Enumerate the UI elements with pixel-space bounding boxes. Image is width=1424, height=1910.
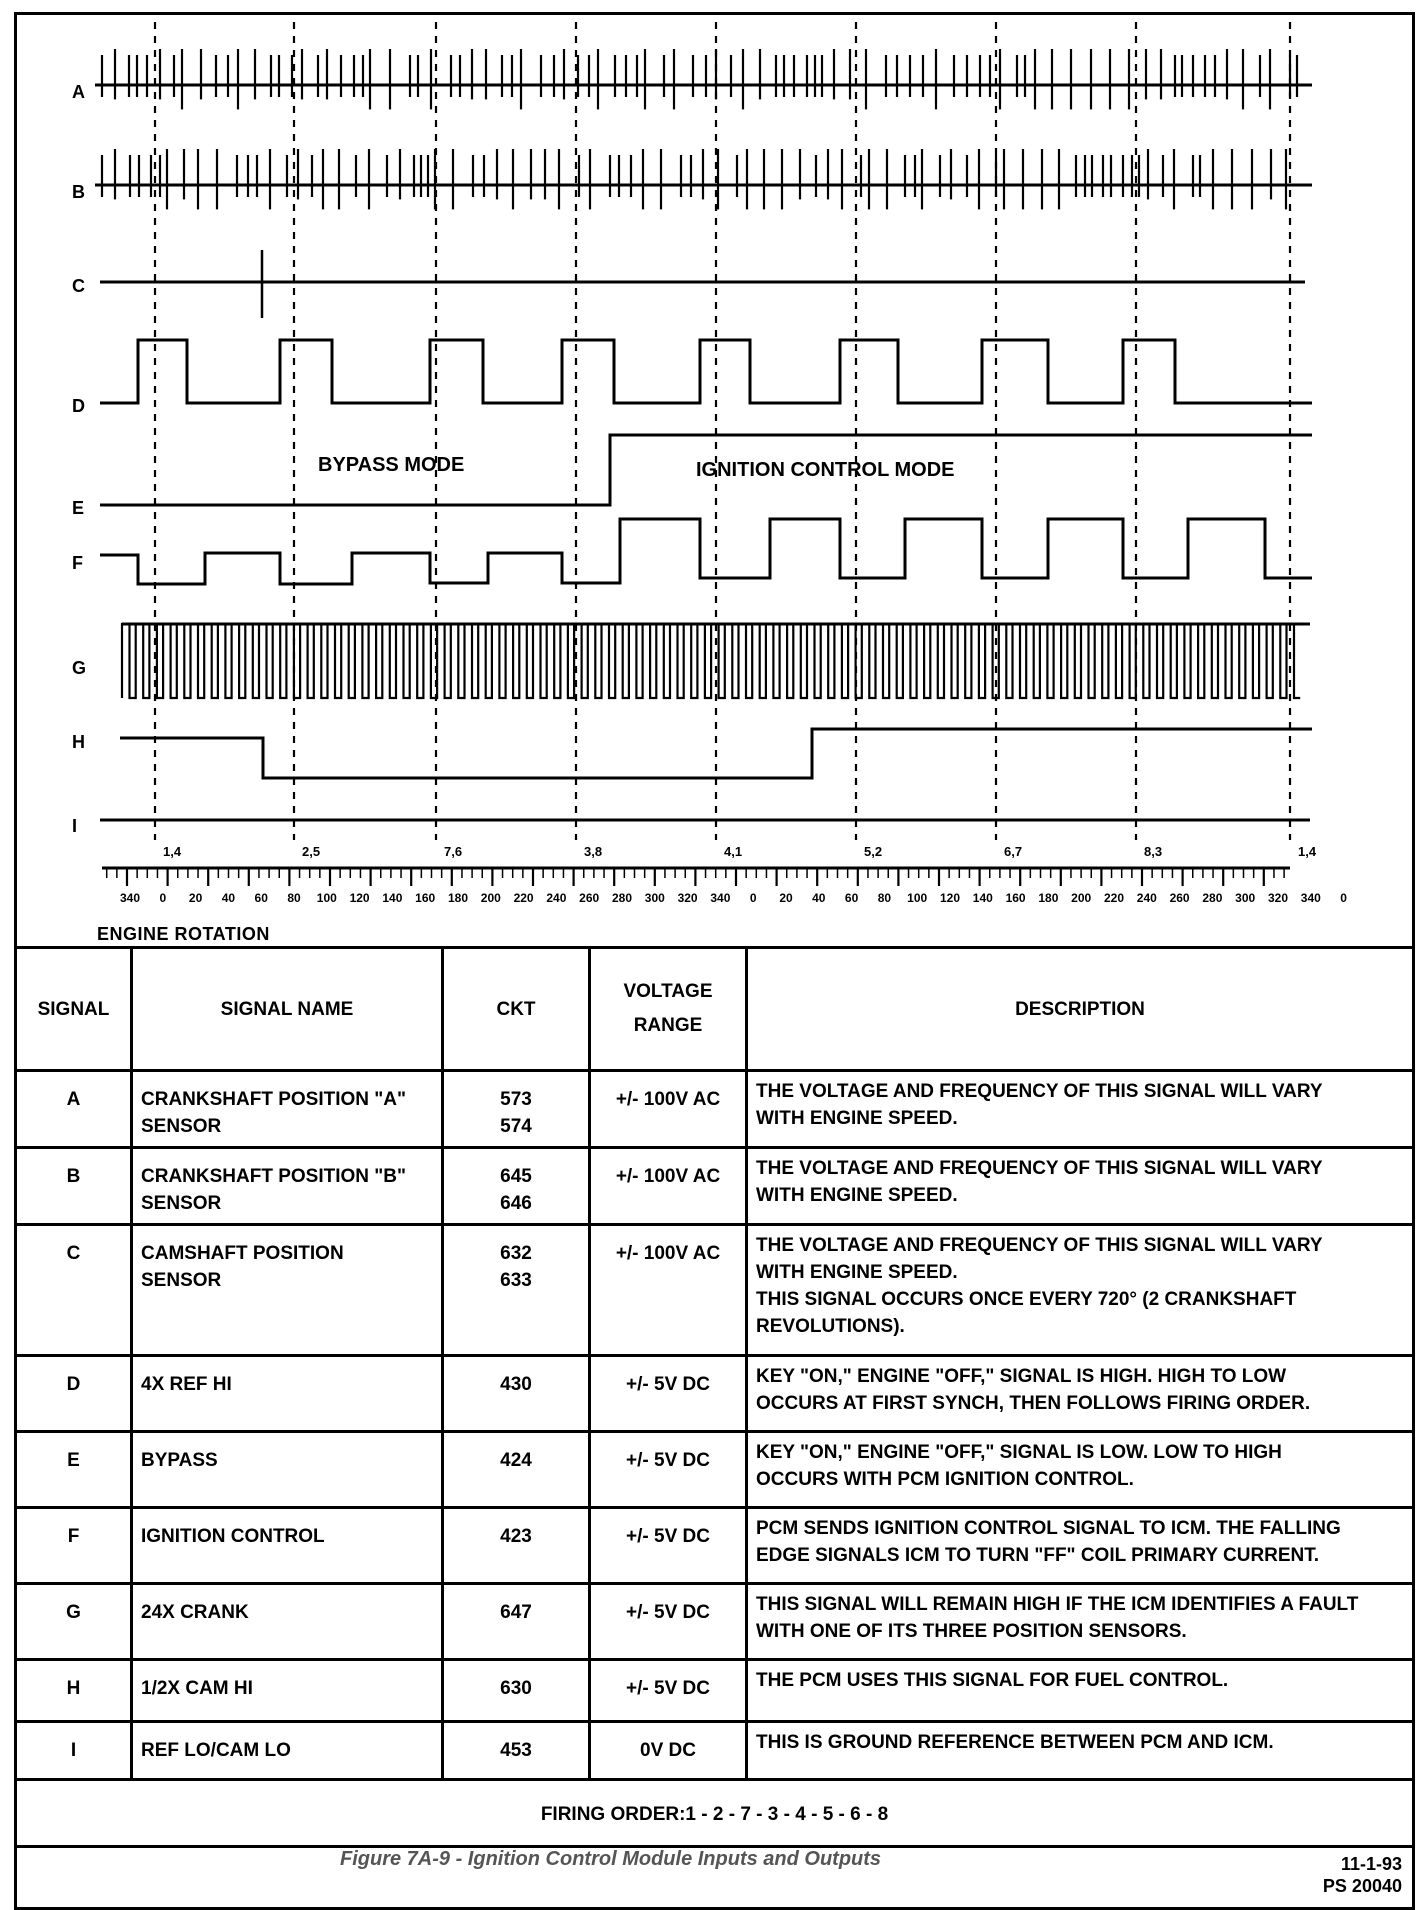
ruler-label: 280	[611, 891, 633, 905]
signal-cell: G	[16, 1584, 132, 1660]
signal-name-cell	[132, 1660, 443, 1722]
signal-name-cell	[132, 1722, 443, 1780]
date-code: 11-1-93	[1340, 1854, 1402, 1874]
signal-name-line: REF LO/CAM LO	[141, 1740, 291, 1761]
description-line: THIS SIGNAL WILL REMAIN HIGH IF THE ICM IDENTIFIES A FAULT	[756, 1594, 1359, 1615]
signal-name-line: CRANKSHAFT POSITION "B"	[141, 1166, 407, 1187]
ckt-cell	[443, 1225, 590, 1356]
signal-name-cell	[132, 1071, 443, 1148]
ruler-label: 0	[159, 891, 167, 905]
ruler-label: 220	[513, 891, 534, 905]
ckt-line: 574	[500, 1116, 532, 1137]
signal-letter: I	[72, 816, 78, 836]
signal-name-line: CAMSHAFT POSITION	[141, 1243, 344, 1264]
signal-letter: A	[72, 82, 85, 102]
signal-letter: H	[72, 732, 85, 752]
signal-f-wave	[100, 519, 1312, 584]
signal-name-line: 24X CRANK	[141, 1602, 249, 1623]
signal-cell: I	[16, 1722, 132, 1780]
ruler-label: 340	[119, 891, 141, 905]
header-description: DESCRIPTION	[747, 948, 1414, 1071]
header-voltage-range: VOLTAGE RANGE	[590, 948, 747, 1071]
signal-name-line: IGNITION CONTROL	[141, 1526, 325, 1547]
description-cell	[747, 1584, 1414, 1660]
signal-g-wave	[122, 624, 1300, 698]
signal-cell: C	[16, 1225, 132, 1356]
engine-rotation-label: ENGINE ROTATION	[97, 924, 270, 944]
description-cell	[747, 1660, 1414, 1722]
table-row	[16, 1356, 1414, 1432]
signal-table	[14, 946, 1415, 1910]
signal-name-cell	[132, 1356, 443, 1432]
table-row	[16, 1508, 1414, 1584]
header-signal-name: SIGNAL NAME	[132, 948, 443, 1071]
description-cell	[747, 1722, 1414, 1780]
signal-name-cell	[132, 1508, 443, 1584]
description-line: THE VOLTAGE AND FREQUENCY OF THIS SIGNAL WILL VARY	[756, 1158, 1323, 1179]
ruler-label: 0	[749, 891, 757, 905]
header-signal: SIGNAL	[16, 948, 132, 1071]
firing-mark: 1,4	[163, 844, 182, 859]
firing-mark: 5,2	[864, 844, 883, 859]
ckt-line: 430	[500, 1374, 532, 1395]
signal-letters	[72, 82, 86, 836]
voltage-range-cell: +/- 5V DC	[590, 1660, 747, 1722]
description-line: KEY "ON," ENGINE "OFF," SIGNAL IS HIGH. HIGH TO LOW	[756, 1366, 1287, 1387]
signal-letter: C	[72, 276, 85, 296]
signal-name-cell	[132, 1584, 443, 1660]
description-line: EDGE SIGNALS ICM TO TURN "FF" COIL PRIMARY CURRENT.	[756, 1545, 1320, 1566]
firing-mark: 6,7	[1004, 844, 1023, 859]
ckt-cell	[443, 1508, 590, 1584]
ckt-line: 423	[500, 1526, 532, 1547]
voltage-range-cell: +/- 100V AC	[590, 1225, 747, 1356]
table-row	[16, 1148, 1414, 1225]
ruler-label: 160	[415, 891, 436, 905]
signal-letter: B	[72, 182, 85, 202]
ruler-label: 40	[221, 891, 236, 905]
signal-name-line: CRANKSHAFT POSITION "A"	[141, 1089, 407, 1110]
signal-cell: H	[16, 1660, 132, 1722]
signal-cell: F	[16, 1508, 132, 1584]
ruler-label: 220	[1103, 891, 1125, 905]
ruler-label: 160	[1005, 891, 1026, 905]
ruler-label: 300	[1235, 891, 1256, 905]
description-cell	[747, 1071, 1414, 1148]
ruler-label: 340	[710, 891, 731, 905]
ruler-label: 120	[939, 891, 961, 905]
ruler-label: 200	[480, 891, 501, 905]
ruler-label: 80	[287, 891, 301, 905]
ruler-label: 60	[254, 891, 268, 905]
signal-name-line: SENSOR	[141, 1116, 222, 1137]
description-cell	[747, 1356, 1414, 1432]
bypass-mode-label: BYPASS MODE	[318, 454, 465, 476]
signal-name-cell	[132, 1432, 443, 1508]
ckt-cell	[443, 1148, 590, 1225]
ruler-label: 0	[1340, 891, 1347, 905]
ignition-control-mode-label: IGNITION CONTROL MODE	[696, 459, 955, 481]
table-row	[16, 1660, 1414, 1722]
description-line: THIS IS GROUND REFERENCE BETWEEN PCM AND ICM.	[756, 1732, 1274, 1753]
signal-cell: B	[16, 1148, 132, 1225]
waveforms	[95, 49, 1312, 820]
signal-cell: E	[16, 1432, 132, 1508]
voltage-range-cell: +/- 5V DC	[590, 1584, 747, 1660]
description-line: REVOLUTIONS).	[756, 1316, 905, 1337]
ckt-cell	[443, 1660, 590, 1722]
description-line: OCCURS WITH PCM IGNITION CONTROL.	[756, 1469, 1134, 1490]
ckt-line: 630	[500, 1678, 532, 1699]
table-header-row	[16, 948, 1414, 1071]
timing-diagram	[0, 0, 1424, 946]
description-line: WITH ONE OF ITS THREE POSITION SENSORS.	[756, 1621, 1187, 1642]
description-cell	[747, 1225, 1414, 1356]
description-line: WITH ENGINE SPEED.	[756, 1108, 958, 1129]
firing-mark: 1,4	[1298, 844, 1317, 859]
ruler-label: 140	[972, 891, 993, 905]
signal-letter: F	[72, 553, 83, 573]
table-row	[16, 1722, 1414, 1780]
ruler-label: 180	[1038, 891, 1059, 905]
signal-letter: G	[72, 658, 87, 678]
ruler-label: 240	[546, 891, 567, 905]
description-line: THE PCM USES THIS SIGNAL FOR FUEL CONTROL.	[756, 1670, 1229, 1691]
signal-letter: E	[72, 498, 85, 518]
ckt-line: 645	[500, 1166, 532, 1187]
firing-marks	[163, 844, 1317, 859]
table-row	[16, 1432, 1414, 1508]
ckt-cell	[443, 1584, 590, 1660]
firing-mark: 2,5	[302, 844, 321, 859]
ruler-label: 20	[779, 891, 793, 905]
ckt-line: 424	[500, 1450, 532, 1471]
ruler-label: 60	[844, 891, 859, 905]
header-ckt: CKT	[443, 948, 590, 1071]
figure-code	[1323, 1853, 1402, 1897]
firing-mark: 3,8	[584, 844, 603, 859]
description-cell	[747, 1508, 1414, 1584]
signal-name-line: SENSOR	[141, 1193, 222, 1214]
ruler-label: 100	[316, 891, 337, 905]
description-line: KEY "ON," ENGINE "OFF," SIGNAL IS LOW. LOW TO HIGH	[756, 1442, 1282, 1463]
signal-name-line: 1/2X CAM HI	[141, 1678, 253, 1699]
description-line: THIS SIGNAL OCCURS ONCE EVERY 720° (2 CRANKSHAFT	[756, 1289, 1297, 1310]
figure-caption: Figure 7A-9 - Ignition Control Module Inputs and Outputs	[340, 1848, 882, 1870]
voltage-range-cell: 0V DC	[590, 1722, 747, 1780]
ruler-label: 20	[188, 891, 203, 905]
ckt-line: 633	[500, 1270, 532, 1291]
firing-mark: 8,3	[1144, 844, 1163, 859]
table-row	[16, 1225, 1414, 1356]
ckt-cell	[443, 1432, 590, 1508]
ruler-label: 180	[447, 891, 469, 905]
ruler-label: 200	[1071, 891, 1092, 905]
rotation-ruler	[102, 868, 1347, 905]
ckt-cell	[443, 1722, 590, 1780]
description-line: WITH ENGINE SPEED.	[756, 1262, 958, 1283]
firing-guides	[155, 22, 1290, 840]
signal-cell: D	[16, 1356, 132, 1432]
ckt-cell	[443, 1356, 590, 1432]
ruler-label: 320	[677, 891, 698, 905]
ps-code: PS 20040	[1322, 1876, 1402, 1896]
firing-mark: 7,6	[444, 844, 463, 859]
ckt-line: 647	[500, 1602, 532, 1623]
ruler-label: 40	[812, 891, 826, 905]
ruler-label: 280	[1202, 891, 1223, 905]
signal-d-wave	[100, 340, 1312, 403]
description-line: WITH ENGINE SPEED.	[756, 1185, 958, 1206]
description-line: PCM SENDS IGNITION CONTROL SIGNAL TO ICM. THE FALLING	[756, 1518, 1341, 1539]
description-cell	[747, 1148, 1414, 1225]
signal-name-cell	[132, 1148, 443, 1225]
voltage-range-cell: +/- 5V DC	[590, 1356, 747, 1432]
footer-cell	[16, 1780, 1414, 1909]
signal-cell: A	[16, 1071, 132, 1148]
ckt-cell	[443, 1071, 590, 1148]
ruler-label: 140	[382, 891, 403, 905]
ruler-label: 320	[1267, 891, 1289, 905]
ruler-label: 120	[349, 891, 370, 905]
ruler-label: 340	[1300, 891, 1321, 905]
signal-name-cell	[132, 1225, 443, 1356]
signal-name-line: SENSOR	[141, 1270, 222, 1291]
ruler-label: 260	[579, 891, 600, 905]
voltage-range-cell: +/- 5V DC	[590, 1432, 747, 1508]
voltage-range-cell: +/- 100V AC	[590, 1071, 747, 1148]
voltage-range-cell: +/- 5V DC	[590, 1508, 747, 1584]
description-line: THE VOLTAGE AND FREQUENCY OF THIS SIGNAL WILL VARY	[756, 1235, 1323, 1256]
voltage-range-cell: +/- 100V AC	[590, 1148, 747, 1225]
ckt-line: 632	[500, 1243, 532, 1264]
table-footer-row	[16, 1780, 1414, 1909]
signal-name-line: BYPASS	[141, 1450, 218, 1471]
ruler-label: 300	[644, 891, 665, 905]
description-line: OCCURS AT FIRST SYNCH, THEN FOLLOWS FIRING ORDER.	[756, 1393, 1311, 1414]
description-line: THE VOLTAGE AND FREQUENCY OF THIS SIGNAL WILL VARY	[756, 1081, 1323, 1102]
ruler-label: 100	[907, 891, 928, 905]
ckt-line: 646	[500, 1193, 532, 1214]
ruler-label: 260	[1169, 891, 1190, 905]
description-cell	[747, 1432, 1414, 1508]
ckt-line: 573	[500, 1089, 532, 1110]
table-row	[16, 1584, 1414, 1660]
firing-order: FIRING ORDER:1 - 2 - 7 - 3 - 4 - 5 - 6 - 8	[540, 1804, 889, 1825]
signal-letter: D	[72, 396, 85, 416]
ruler-label: 240	[1136, 891, 1157, 905]
signal-name-line: 4X REF HI	[141, 1374, 232, 1395]
ruler-label: 80	[877, 891, 892, 905]
ckt-line: 453	[500, 1740, 532, 1761]
table-row	[16, 1071, 1414, 1148]
firing-mark: 4,1	[724, 844, 743, 859]
